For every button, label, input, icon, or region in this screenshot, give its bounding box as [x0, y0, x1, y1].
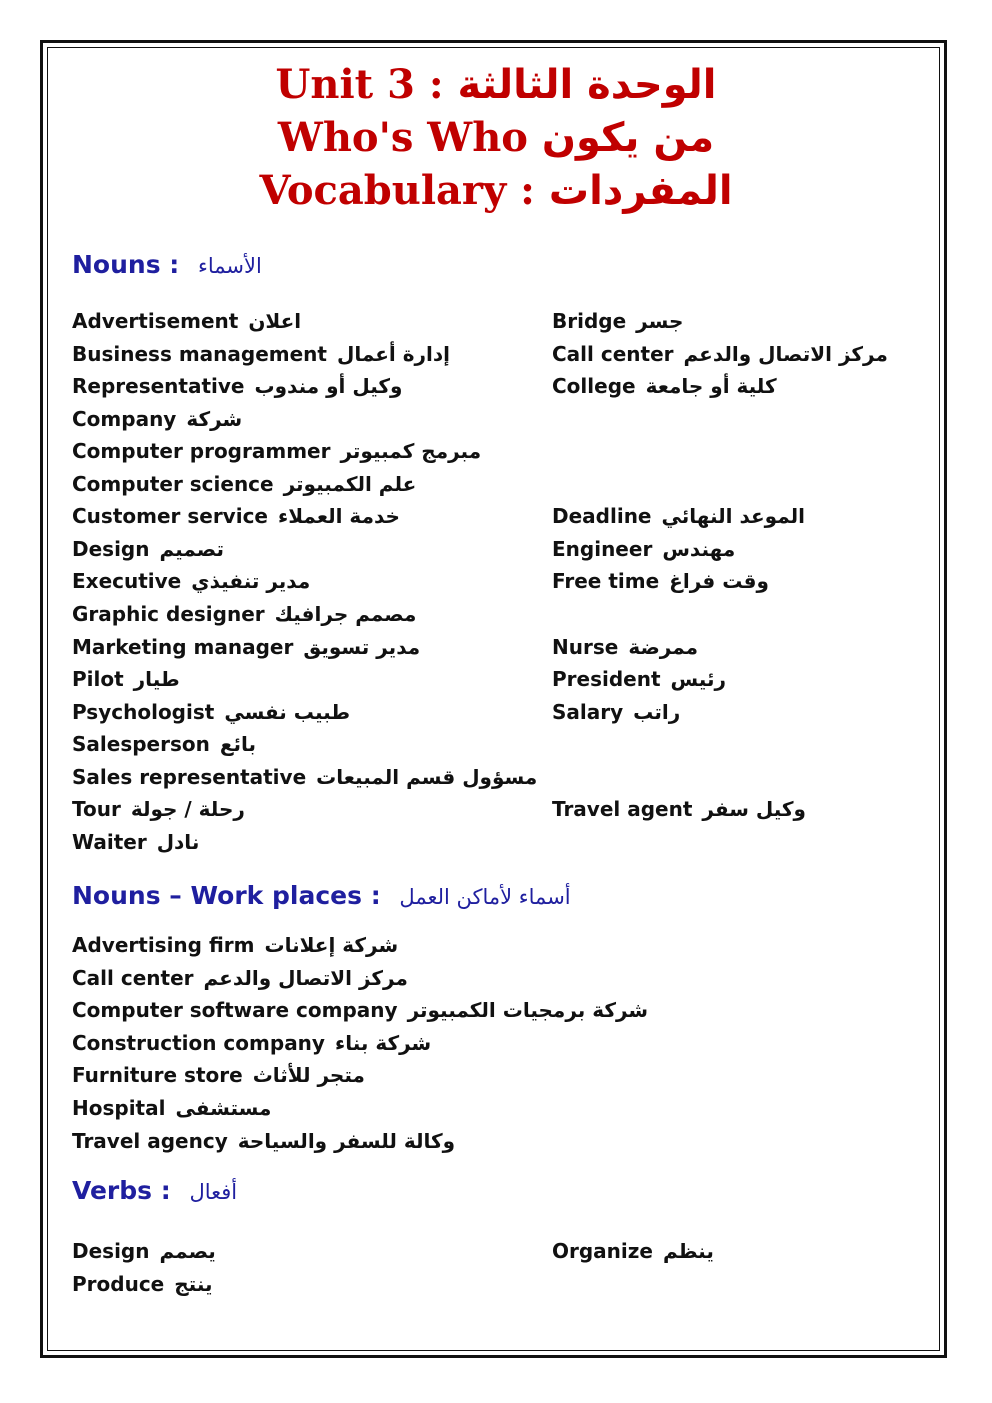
noun-ar: وقت فراغ	[669, 569, 769, 593]
work-place-ar: شركة إعلانات	[264, 933, 399, 957]
verb-ar: ينتج	[174, 1272, 213, 1296]
noun-ar: بائع	[219, 732, 257, 756]
noun-en: Free time	[552, 569, 660, 593]
verb-en: Design	[72, 1239, 150, 1263]
noun-ar: علم الكمبيوتر	[283, 472, 417, 496]
work-place-item	[72, 929, 398, 961]
noun-left-item	[72, 663, 180, 695]
noun-ar: شركة	[186, 407, 243, 431]
noun-ar: طبيب نفسي	[224, 700, 351, 724]
work-places-heading-en: Nouns – Work places :	[72, 881, 381, 910]
noun-left-item	[72, 338, 450, 370]
work-place-ar: مستشفى	[175, 1096, 272, 1120]
title-vocabulary-en: Vocabulary :	[259, 167, 535, 214]
work-place-en: Furniture store	[72, 1063, 243, 1087]
work-place-en: Travel agency	[72, 1129, 228, 1153]
noun-ar: رحلة / جولة	[130, 797, 245, 821]
noun-right-item	[552, 663, 726, 695]
noun-ar: مبرمج كمبيوتر	[340, 439, 482, 463]
noun-en: Business management	[72, 342, 327, 366]
verb-item	[552, 1235, 714, 1267]
work-place-item	[72, 1092, 271, 1124]
noun-right-item	[552, 338, 888, 370]
noun-ar: مسؤول قسم المبيعات	[316, 765, 538, 789]
noun-left-item	[72, 370, 402, 402]
verb-en: Produce	[72, 1272, 165, 1296]
noun-left-item	[72, 793, 245, 825]
noun-right-item	[552, 631, 698, 663]
noun-en: Psychologist	[72, 700, 215, 724]
noun-left-item	[72, 631, 420, 663]
noun-right-item	[552, 305, 683, 337]
nouns-heading-en: Nouns :	[72, 250, 180, 279]
work-place-en: Construction company	[72, 1031, 325, 1055]
noun-en: Bridge	[552, 309, 627, 333]
noun-ar: مهندس	[662, 537, 736, 561]
noun-right-item	[552, 370, 777, 402]
noun-en: Tour	[72, 797, 121, 821]
noun-en: Nurse	[552, 635, 619, 659]
title-whos-who-en: Who's Who	[277, 114, 528, 161]
noun-left-item	[72, 500, 400, 532]
work-place-en: Computer software company	[72, 998, 398, 1022]
noun-en: Company	[72, 407, 177, 431]
noun-en: Salesperson	[72, 732, 210, 756]
noun-ar: الموعد النهائي	[661, 504, 805, 528]
noun-right-item	[552, 500, 805, 532]
noun-left-item	[72, 696, 350, 728]
noun-ar: مدير تنفيذي	[191, 569, 311, 593]
noun-en: Engineer	[552, 537, 653, 561]
noun-ar: ممرضة	[628, 635, 698, 659]
noun-left-item	[72, 728, 256, 760]
noun-en: Computer science	[72, 472, 274, 496]
noun-ar: مصمم جرافيك	[274, 602, 417, 626]
noun-ar: إدارة أعمال	[336, 342, 451, 366]
noun-ar: مدير تسويق	[303, 635, 421, 659]
verb-item	[72, 1235, 216, 1267]
noun-en: Call center	[552, 342, 674, 366]
noun-en: Pilot	[72, 667, 124, 691]
noun-left-item	[72, 403, 242, 435]
noun-right-item	[552, 696, 680, 728]
work-place-item	[72, 1059, 365, 1091]
noun-left-item	[72, 761, 537, 793]
work-place-en: Advertising firm	[72, 933, 255, 957]
noun-ar: خدمة العملاء	[278, 504, 400, 528]
nouns-heading-ar: الأسماء	[198, 254, 262, 278]
verb-en: Organize	[552, 1239, 653, 1263]
work-place-en: Hospital	[72, 1096, 166, 1120]
verbs-heading-ar: أفعال	[189, 1180, 238, 1204]
noun-en: Representative	[72, 374, 245, 398]
title-vocabulary-ar: المفردات	[548, 168, 733, 214]
noun-en: Computer programmer	[72, 439, 331, 463]
noun-ar: طيار	[133, 667, 180, 691]
verb-ar: يصمم	[159, 1239, 216, 1263]
noun-right-item	[552, 793, 806, 825]
title-line-1	[0, 58, 992, 112]
noun-right-item	[552, 565, 769, 597]
noun-left-item	[72, 533, 224, 565]
work-places-heading-ar: أسماء لأماكن العمل	[399, 885, 571, 909]
verb-item	[72, 1268, 213, 1300]
noun-left-item	[72, 826, 199, 858]
noun-ar: كلية أو جامعة	[645, 374, 777, 398]
noun-ar: اعلان	[248, 309, 302, 333]
work-place-item	[72, 1125, 455, 1157]
work-place-item	[72, 1027, 431, 1059]
verbs-heading-en: Verbs :	[72, 1176, 171, 1205]
noun-left-item	[72, 305, 301, 337]
noun-en: College	[552, 374, 636, 398]
verbs-heading	[72, 1175, 237, 1208]
noun-ar: وكيل أو مندوب	[254, 374, 403, 398]
nouns-heading	[72, 249, 262, 282]
noun-left-item	[72, 598, 416, 630]
work-place-ar: وكالة للسفر والسياحة	[237, 1129, 456, 1153]
noun-ar: تصميم	[159, 537, 224, 561]
noun-ar: راتب	[633, 700, 681, 724]
noun-ar: رئيس	[670, 667, 726, 691]
noun-en: Customer service	[72, 504, 268, 528]
title-line-3	[0, 164, 992, 218]
title-whos-who-ar: من يكون	[541, 115, 715, 161]
noun-ar: جسر	[636, 309, 684, 333]
noun-en: Advertisement	[72, 309, 239, 333]
work-place-ar: شركة بناء	[334, 1031, 432, 1055]
noun-en: Sales representative	[72, 765, 307, 789]
work-place-en: Call center	[72, 966, 194, 990]
noun-en: Executive	[72, 569, 182, 593]
noun-en: President	[552, 667, 661, 691]
noun-left-item	[72, 565, 310, 597]
noun-en: Graphic designer	[72, 602, 265, 626]
noun-ar: وكيل سفر	[702, 797, 806, 821]
noun-en: Salary	[552, 700, 624, 724]
work-places-heading	[72, 880, 571, 913]
noun-ar: مركز الاتصال والدعم	[683, 342, 888, 366]
work-place-item	[72, 962, 408, 994]
noun-en: Design	[72, 537, 150, 561]
verb-ar: ينظم	[662, 1239, 714, 1263]
work-place-item	[72, 994, 648, 1026]
work-place-ar: شركة برمجيات الكمبيوتر	[407, 998, 649, 1022]
title-unit-en: Unit 3 :	[275, 61, 444, 108]
noun-ar: نادل	[156, 830, 200, 854]
noun-left-item	[72, 435, 481, 467]
work-place-ar: مركز الاتصال والدعم	[203, 966, 408, 990]
noun-en: Deadline	[552, 504, 652, 528]
noun-right-item	[552, 533, 735, 565]
noun-left-item	[72, 468, 416, 500]
noun-en: Marketing manager	[72, 635, 294, 659]
noun-en: Waiter	[72, 830, 147, 854]
work-place-ar: متجر للأثاث	[252, 1063, 365, 1087]
noun-en: Travel agent	[552, 797, 693, 821]
title-unit-ar: الوحدة الثالثة	[457, 62, 717, 108]
title-line-2	[0, 111, 992, 165]
